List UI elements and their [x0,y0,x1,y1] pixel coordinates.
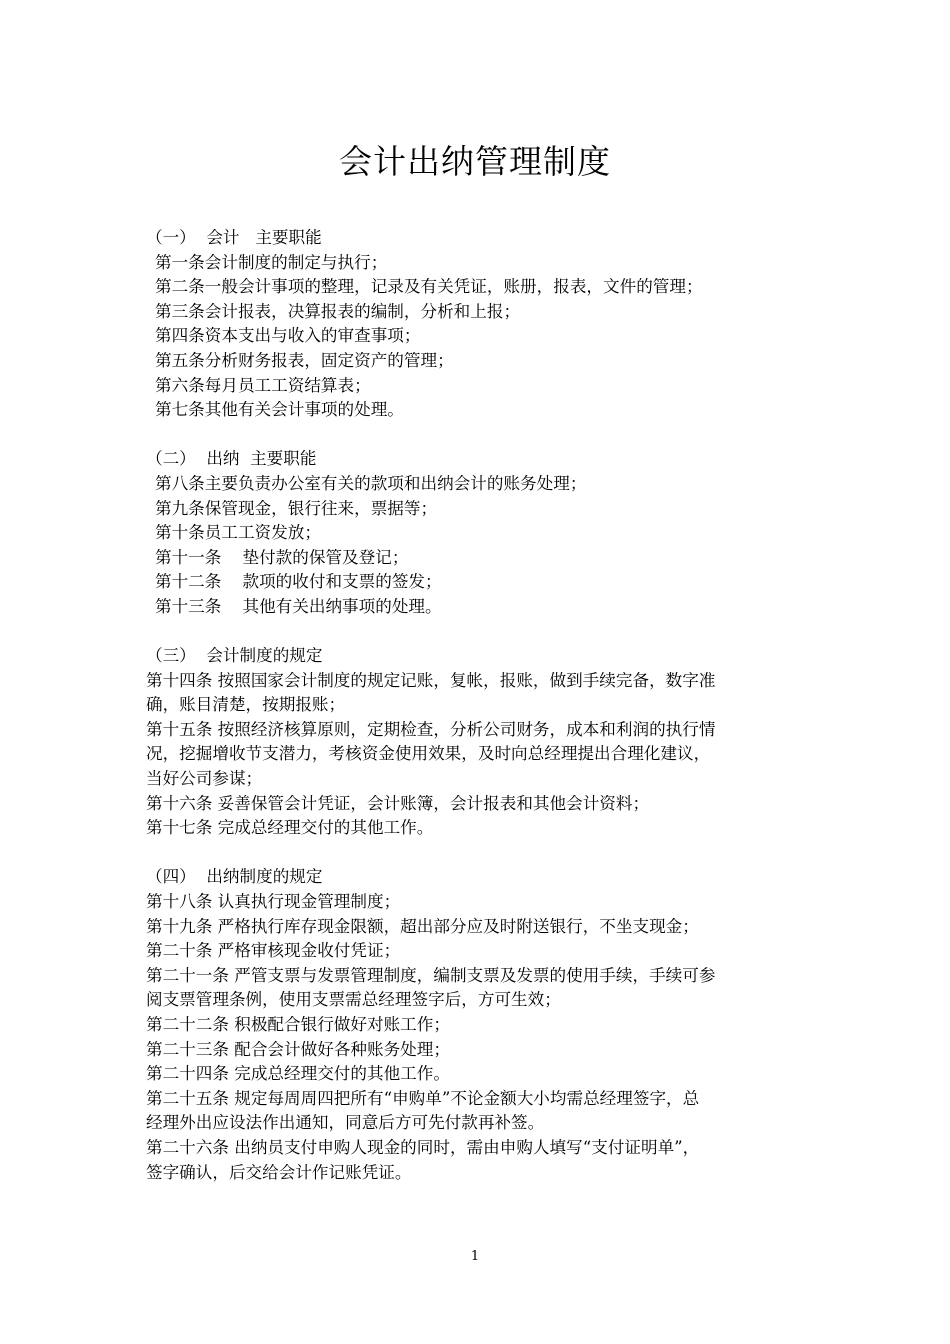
clause-line: 当好公司参谋； [146,769,263,789]
clause-line: 第二十条 严格审核现金收付凭证； [146,941,401,961]
clause-line: 第十五条 按照经济核算原则，定期检查，分析公司财务，成本和利润的执行情 [146,719,716,739]
clause-line: 第二条一般会计事项的整理，记录及有关凭证，账册，报表，文件的管理； [155,277,703,297]
section-cashier-rules [146,865,810,1185]
clause-line: 第五条分析财务报表，固定资产的管理； [155,350,454,370]
clause-line: 第十六条 妥善保管会计凭证，会计账簿，会计报表和其他会计资料； [146,793,650,813]
clause-line: 第十一条 垫付款的保管及登记； [155,547,409,567]
clause-line: 阅支票管理条例，使用支票需总经理签字后，方可生效； [146,990,561,1010]
clause-line: 第二十四条 完成总经理交付的其他工作。 [146,1064,450,1084]
clause-line: 第十条员工工资发放； [155,523,321,543]
section-heading: （二） 出纳 主要职能 [146,449,317,469]
clause-line: 第二十二条 积极配合银行做好对账工作； [146,1015,450,1034]
clause-line: 第四条资本支出与收入的审查事项； [155,326,421,346]
clause-line: 第十八条 认真执行现金管理制度； [146,892,401,912]
clause-line: 第二十三条 配合会计做好各种账务处理； [146,1039,450,1059]
clause-line: 第十三条 其他有关出纳事项的处理。 [155,596,442,616]
clause-line: 确，账目清楚，按期报账； [146,695,346,715]
clause-line: 第六条每月员工工资结算表； [155,375,371,395]
section-heading: （三） 会计制度的规定 [146,646,323,666]
clause-line: 第十二条 款项的收付和支票的签发； [155,572,442,592]
clause-line: 第十七条 完成总经理交付的其他工作。 [146,818,434,838]
clause-line: 第七条其他有关会计事项的处理。 [155,400,404,420]
clause-line: 第八条主要负责办公室有关的款项和出纳会计的账务处理； [155,473,587,493]
section-cashier-duties [146,447,810,619]
clause-line: 第一条会计制度的制定与执行； [155,252,388,272]
clause-line: 第二十六条 出纳员支付申购人现金的同时，需由申购人填写“支付证明单”， [146,1137,700,1157]
section-accounting-duties [146,226,810,423]
clause-line: 况，挖掘增收节支潜力，考核资金使用效果，及时向总经理提出合理化建议， [146,744,711,764]
section-heading: （四） 出纳制度的规定 [146,867,323,887]
section-heading: （一） 会计 主要职能 [146,228,322,247]
document-body [146,226,810,1210]
section-accounting-rules [146,644,810,841]
document-title: 会计出纳管理制度 [339,142,611,181]
clause-line: 经理外出应设法作出通知，同意后方可先付款再补签。 [146,1113,545,1133]
clause-line: 第二十五条 规定每周周四把所有“申购单”不论金额大小均需总经理签字，总 [146,1088,700,1108]
page-number: 1 [470,1249,480,1264]
clause-line: 第十九条 严格执行库存现金限额，超出部分应及时附送银行，不坐支现金； [146,916,699,936]
clause-line: 第二十一条 严管支票与发票管理制度，编制支票及发票的使用手续，手续可参 [146,965,716,985]
clause-line: 第九条保管现金，银行往来，票据等； [155,498,438,518]
clause-line: 第十四条 按照国家会计制度的规定记账，复帐，报账，做到手续完备，数字准 [146,670,716,690]
clause-line: 签字确认，后交给会计作记账凭证。 [146,1162,412,1182]
clause-line: 第三条会计报表，决算报表的编制，分析和上报； [155,301,521,321]
